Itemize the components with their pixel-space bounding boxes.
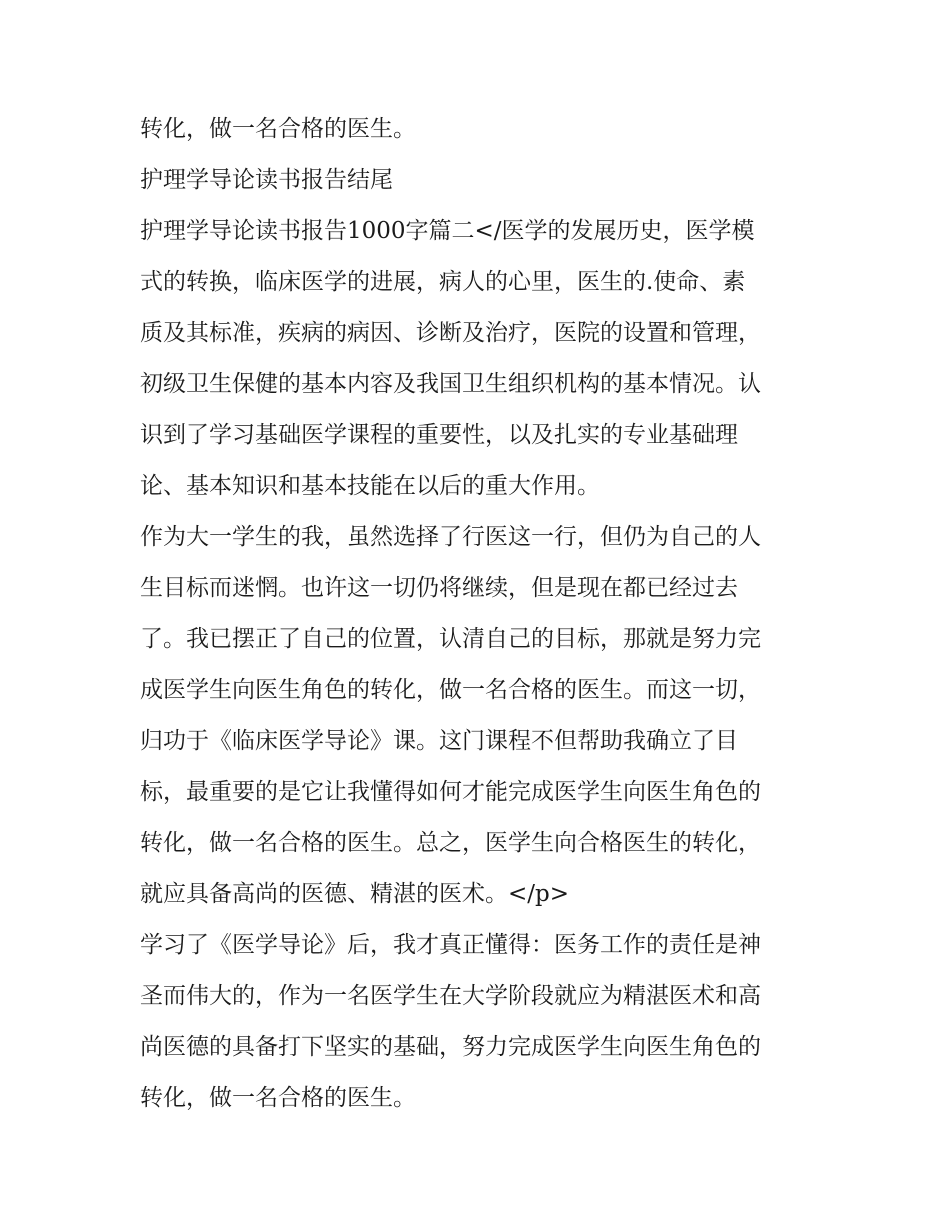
text-line: 质及其标准，疾病的病因、诊断及治疗，医院的设置和管理， [140,320,761,346]
text-line: 就应具备高尚的医德、精湛的医术。</p> [140,881,570,907]
text-line: 生目标而迷惘。也许这一切仍将继续，但是现在都已经过去 [140,575,738,601]
text-line: 了。我已摆正了自己的位置，认清自己的目标，那就是努力完 [140,626,761,652]
text-line: 学习了《医学导论》后，我才真正懂得：医务工作的责任是神 [140,932,761,958]
text-line: 护理学导论读书报告1000字篇二</医学的发展历史，医学模 [140,218,755,244]
text-line: 标，最重要的是它让我懂得如何才能完成医学生向医生角色的 [140,779,761,805]
text-line: 成医学生向医生角色的转化，做一名合格的医生。而这一切， [140,677,761,703]
text-line: 初级卫生保健的基本内容及我国卫生组织机构的基本情况。认 [140,371,761,397]
text-line: 论、基本知识和基本技能在以后的重大作用。 [140,473,600,499]
text-line: 转化，做一名合格的医生。 [140,116,416,142]
text-line: 尚医德的具备打下坚实的基础，努力完成医学生向医生角色的 [140,1034,761,1060]
document-body [140,104,820,1124]
text-line: 作为大一学生的我，虽然选择了行医这一行，但仍为自己的人 [140,524,761,550]
text-line: 归功于《临床医学导论》课。这门课程不但帮助我确立了目 [140,728,738,754]
text-line: 转化，做一名合格的医生。总之，医学生向合格医生的转化， [140,830,761,856]
section-heading: 护理学导论读书报告结尾 [140,167,393,193]
text-line: 识到了学习基础医学课程的重要性，以及扎实的专业基础理 [140,422,738,448]
text-line: 式的转换，临床医学的进展，病人的心里，医生的.使命、素 [140,269,746,295]
text-line: 转化，做一名合格的医生。 [140,1085,416,1111]
text-line: 圣而伟大的，作为一名医学生在大学阶段就应为精湛医术和高 [140,983,761,1009]
